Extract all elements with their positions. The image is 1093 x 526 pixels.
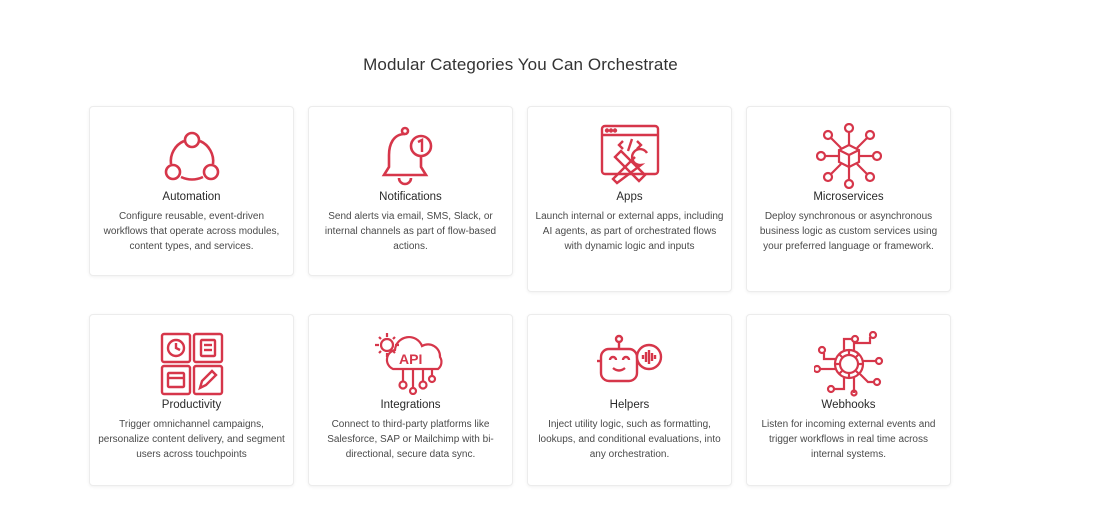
code-window-tools-icon [599,123,661,189]
card-title: Helpers [609,399,650,411]
card-title: Notifications [379,191,442,203]
robot-voice-icon [597,333,663,395]
bell-badge-icon [381,125,441,189]
card-description: Launch internal or external apps, including AI agents, as part of orchestrated flows with dynamic logic and inputs [535,211,724,252]
card-description: Inject utility logic, such as formatting, lookups, and conditional evaluations, into any orchestration. [538,419,721,460]
gear-circuit-icon [814,331,884,397]
category-card-webhooks[interactable] [746,314,951,486]
category-card-apps[interactable] [527,106,732,292]
api-cloud-icon [373,329,449,395]
card-title: Apps [616,191,643,203]
category-card-integrations[interactable] [308,314,513,486]
cube-network-icon [816,123,882,189]
card-title: Microservices [813,191,884,203]
category-card-microservices[interactable] [746,106,951,292]
section-heading: Modular Categories You Can Orchestrate [363,55,678,74]
category-card-automation[interactable] [89,106,294,276]
cycle-nodes-icon [162,128,222,188]
category-card-notifications[interactable] [308,106,513,276]
card-description: Deploy synchronous or asynchronous business logic as custom services using your preferred language or framework. [759,211,938,252]
svg-text:API: API [398,351,422,367]
category-card-helpers[interactable] [527,314,732,486]
card-title: Automation [162,191,221,203]
card-description: Connect to third-party platforms like Salesforce, SAP or Mailchimp with bi-directional, secure data sync. [327,419,494,460]
card-title: Integrations [380,399,441,411]
card-description: Configure reusable, event-driven workflows that operate across modules, content types, and services. [103,211,280,252]
card-description: Send alerts via email, SMS, Slack, or internal channels as part of flow-based actions. [324,211,497,252]
card-title: Productivity [161,399,222,411]
card-title: Webhooks [821,399,876,411]
card-description: Listen for incoming external events and trigger workflows in real time across internal systems. [761,419,936,460]
category-card-productivity[interactable] [89,314,294,486]
productivity-grid-icon [159,331,225,397]
card-description: Trigger omnichannel campaigns, personalize content delivery, and segment users across touchpoints [98,419,285,460]
